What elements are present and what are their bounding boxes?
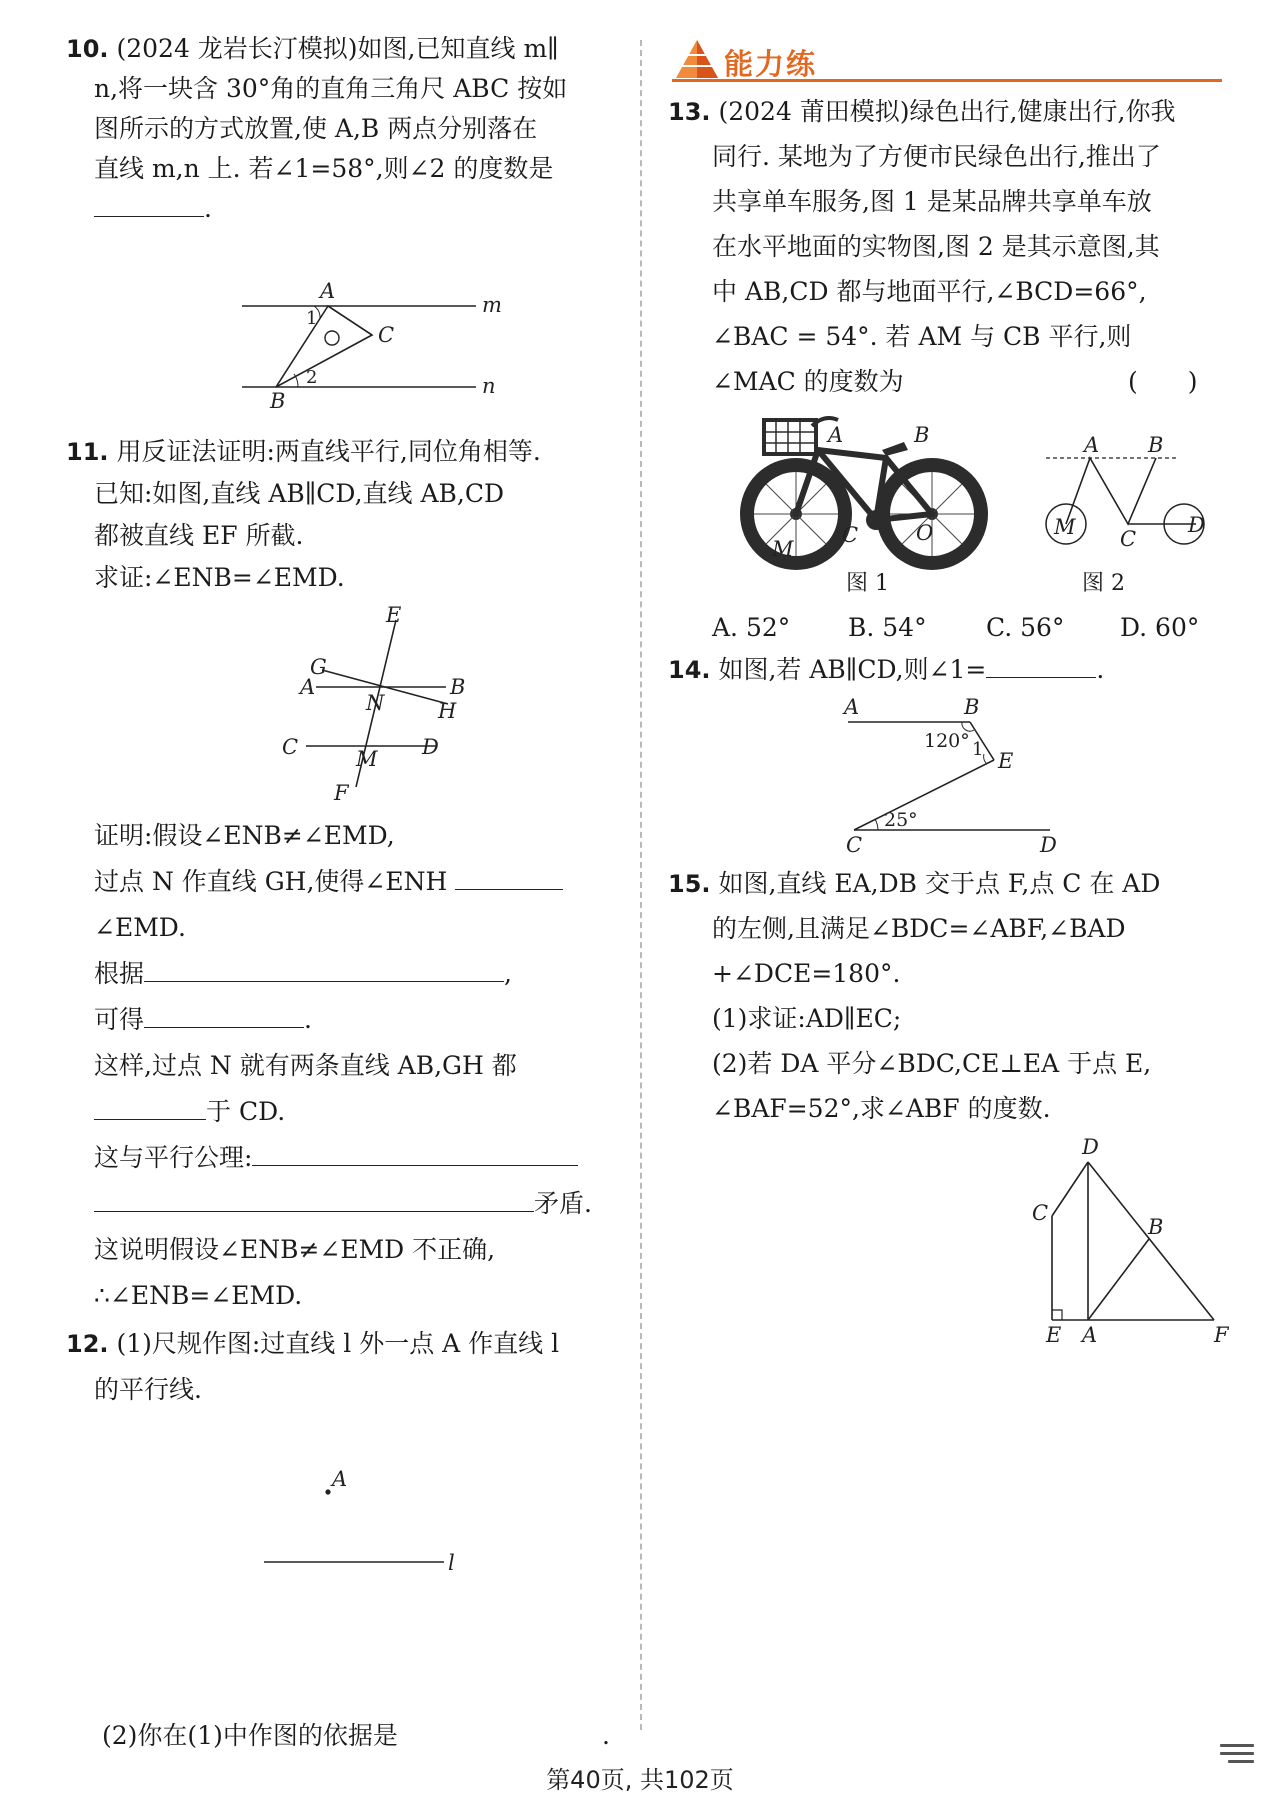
q14-number: 14.	[668, 656, 711, 684]
q13-line-5: 中 AB,CD 都与地面平行,∠BCD=66°,	[712, 277, 1147, 306]
q14-figure	[834, 692, 1094, 860]
q11-line-2: 已知:如图,直线 AB∥CD,直线 AB,CD	[94, 479, 505, 508]
q13-answer-paren[interactable]: ( )	[1128, 367, 1198, 396]
q14-label-D: D	[1040, 833, 1057, 857]
q11-line-1: 11. 用反证法证明:两直线平行,同位角相等.	[66, 437, 541, 466]
q11-proof-5: 可得 .	[94, 1005, 312, 1034]
q15-label-E: E	[1046, 1323, 1062, 1347]
q15-label-B: B	[1148, 1215, 1164, 1239]
q12-part2: (2)你在(1)中作图的依据是	[102, 1721, 398, 1750]
q11-figure	[246, 602, 486, 805]
q14-label-A: A	[844, 695, 860, 719]
q13-fig1-label-M: M	[772, 537, 794, 561]
q13-number: 13.	[668, 98, 711, 126]
q13-schematic	[1020, 430, 1230, 570]
section-rule	[672, 79, 1222, 82]
q11-proof-11: ∴∠ENB=∠EMD.	[94, 1281, 303, 1310]
q13-option-d[interactable]: D. 60°	[1120, 613, 1200, 642]
q11-number: 11.	[66, 438, 109, 466]
q10-label-m: m	[482, 293, 502, 317]
q12-line-1: 12. (1)尺规作图:过直线 l 外一点 A 作直线 l	[66, 1329, 560, 1358]
q14-answer-blank[interactable]	[986, 655, 1096, 678]
q11-line-3: 都被直线 EF 所截.	[94, 521, 304, 550]
q14-angle-120: 120°	[924, 730, 970, 752]
q11-label-G: G	[310, 655, 327, 679]
q13-option-b[interactable]: B. 54°	[848, 613, 927, 642]
q10-label-C: C	[378, 323, 395, 347]
q15-label-F: F	[1214, 1323, 1229, 1347]
q12-line-2: 的平行线.	[94, 1375, 202, 1404]
q10-label-A: A	[320, 279, 336, 303]
q11-blank-5[interactable]	[252, 1143, 578, 1166]
q13-fig1-label-C: C	[842, 523, 859, 547]
q10-line-2: n,将一块含 30°角的直角三角尺 ABC 按如	[94, 74, 568, 103]
q13-fig1-label-B: B	[914, 423, 930, 447]
section-title: 能力练	[724, 47, 818, 81]
q10-label-B: B	[270, 389, 286, 413]
q13-line-7: ∠MAC 的度数为	[712, 367, 904, 396]
q10-number: 10.	[66, 35, 109, 63]
q11-label-E: E	[386, 603, 402, 627]
q13-fig1-caption: 图 1	[846, 571, 889, 596]
q11-blank-6[interactable]	[94, 1189, 534, 1212]
menu-icon[interactable]	[1220, 1744, 1254, 1768]
q12-figure	[256, 1458, 536, 1588]
q11-label-C: C	[282, 735, 299, 759]
q11-proof-3: ∠EMD.	[94, 913, 186, 942]
q14-label-B: B	[964, 695, 980, 719]
q14-label-C: C	[846, 833, 863, 857]
q14-angle-1: 1	[972, 739, 984, 760]
q13-fig2-label-D: D	[1188, 513, 1205, 537]
pyramid-icon	[674, 38, 720, 82]
q13-fig2-label-B: B	[1148, 433, 1164, 457]
q13-fig2-label-C: C	[1120, 527, 1137, 551]
q11-label-H: H	[438, 699, 457, 723]
q11-blank-4[interactable]	[94, 1097, 206, 1120]
q15-number: 15.	[668, 870, 711, 898]
q11-label-D: D	[422, 735, 439, 759]
q10-angle-2: 2	[306, 367, 318, 388]
q11-proof-2: 过点 N 作直线 GH,使得∠ENH	[94, 866, 563, 898]
q11-blank-3[interactable]	[144, 1005, 304, 1028]
q13-fig2-label-M: M	[1054, 515, 1076, 539]
q12-number: 12.	[66, 1330, 109, 1358]
q11-proof-8: 这与平行公理:	[94, 1142, 578, 1174]
q10-answer-blank[interactable]	[94, 194, 204, 217]
q14-angle-25: 25°	[884, 809, 918, 831]
q10-answer-line: .	[94, 193, 212, 225]
q15-line-6: ∠BAF=52°,求∠ABF 的度数.	[712, 1094, 1051, 1123]
q15-line-4: (1)求证:AD∥EC;	[712, 1004, 902, 1033]
q15-label-C: C	[1032, 1201, 1049, 1225]
q13-fig2-caption: 图 2	[1082, 571, 1125, 596]
q10-figure	[236, 279, 502, 413]
q10-line-1: 10. (2024 龙岩长汀模拟)如图,已知直线 m∥	[66, 34, 559, 63]
q13-line-2: 同行. 某地为了方便市民绿色出行,推出了	[712, 142, 1161, 171]
q15-figure	[1018, 1136, 1248, 1352]
column-divider	[640, 40, 642, 1730]
q11-label-M: M	[356, 747, 378, 771]
q15-label-D: D	[1082, 1135, 1099, 1159]
q14-line-1: 14. 如图,若 AB∥CD,则∠1= .	[668, 655, 1105, 684]
q15-line-3: +∠DCE=180°.	[712, 959, 901, 988]
q12-label-l: l	[448, 1551, 455, 1575]
q11-blank-2[interactable]	[144, 959, 504, 982]
q13-line-1: 13. (2024 莆田模拟)绿色出行,健康出行,你我	[668, 97, 1176, 126]
q10-angle-1: 1	[306, 308, 318, 329]
q13-line-4: 在水平地面的实物图,图 2 是其示意图,其	[712, 232, 1160, 261]
q13-line-3: 共享单车服务,图 1 是某品牌共享单车放	[712, 187, 1152, 216]
q13-option-a[interactable]: A. 52°	[712, 613, 791, 642]
q12-part2-end: .	[602, 1721, 610, 1750]
q11-label-A: A	[300, 675, 316, 699]
q11-label-F: F	[334, 781, 349, 805]
q11-line-4: 求证:∠ENB=∠EMD.	[94, 563, 345, 592]
q15-line-2: 的左侧,且满足∠BDC=∠ABF,∠BAD	[712, 914, 1126, 943]
q13-fig1-label-O: O	[916, 521, 934, 545]
q11-proof-7: 于 CD.	[94, 1096, 285, 1128]
q13-fig2-label-A: A	[1084, 433, 1100, 457]
q11-label-B: B	[450, 675, 466, 699]
q15-line-1: 15. 如图,直线 EA,DB 交于点 F,点 C 在 AD	[668, 869, 1161, 898]
q11-proof-1: 证明:假设∠ENB≠∠EMD,	[94, 821, 395, 850]
q15-line-5: (2)若 DA 平分∠BDC,CE⊥EA 于点 E,	[712, 1049, 1152, 1078]
q11-blank-1[interactable]	[455, 867, 563, 890]
q11-proof-6: 这样,过点 N 就有两条直线 AB,GH 都	[94, 1051, 517, 1080]
q15-label-A: A	[1082, 1323, 1098, 1347]
q11-label-N: N	[366, 691, 385, 715]
q10-line-4: 直线 m,n 上. 若∠1=58°,则∠2 的度数是	[94, 154, 554, 183]
q10-label-n: n	[482, 374, 496, 398]
q14-label-E: E	[998, 749, 1014, 773]
q12-label-A: A	[332, 1467, 348, 1491]
page-indicator: 第40页, 共102页	[546, 1766, 734, 1794]
q11-proof-10: 这说明假设∠ENB≠∠EMD 不正确,	[94, 1235, 496, 1264]
q11-proof-9: 矛盾.	[94, 1188, 592, 1220]
q13-option-c[interactable]: C. 56°	[986, 613, 1065, 642]
q13-line-6: ∠BAC = 54°. 若 AM 与 CB 平行,则	[712, 322, 1132, 351]
q10-line-3: 图所示的方式放置,使 A,B 两点分别落在	[94, 114, 538, 143]
q13-fig1-label-A: A	[828, 423, 844, 447]
section-header	[672, 36, 1222, 84]
q11-proof-4: 根据 ,	[94, 959, 512, 988]
